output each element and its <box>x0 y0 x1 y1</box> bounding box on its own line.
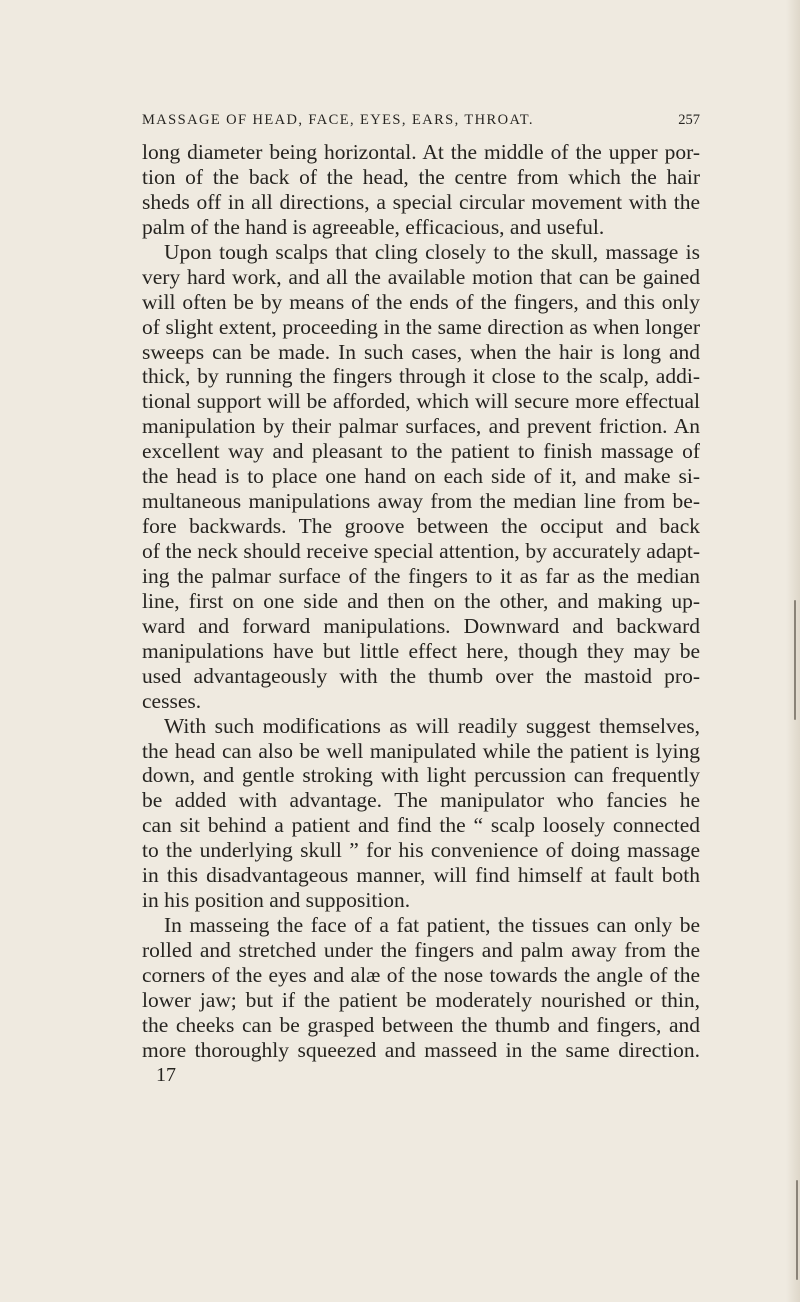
text-line: the head can also be well manipulated while the patient is lying <box>142 738 700 763</box>
text-line: of the neck should receive special attention, by accurately adapt- <box>142 539 700 563</box>
text-line: rolled and stretched under the fingers and palm away from the <box>142 938 700 962</box>
text-line: tion of the back of the head, the centre from which the hair <box>142 164 700 189</box>
text-line: multaneous manipulations away from the median line from be- <box>142 489 700 514</box>
text-line: sheds off in all directions, a special circular movement with the <box>142 189 700 214</box>
text-line: excellent way and pleasant to the patient to finish massage of <box>142 439 700 464</box>
text-line: In masseing the face of a fat patient, the tissues can only be <box>164 913 700 938</box>
text-line: cesses. <box>142 688 202 713</box>
scan-edge-mark <box>796 1180 798 1280</box>
text-line: will often be by means of the ends of the fingers, and this only <box>142 289 700 314</box>
page-number: 257 <box>678 112 700 128</box>
text-line: ward and forward manipulations. Downward and backward <box>142 613 700 638</box>
running-head <box>142 112 700 136</box>
signature-mark: 17 <box>156 1063 176 1086</box>
text-line: in his position and supposition. <box>142 888 411 913</box>
text-line: thick, by running the fingers through it close to the scalp, addi- <box>142 364 700 389</box>
text-line: long diameter being horizontal. At the middle of the upper por- <box>142 140 700 164</box>
text-line: corners of the eyes and alæ of the nose towards the angle of the <box>142 962 700 987</box>
text-line: the head is to place one hand on each side of it, and make si- <box>142 464 700 489</box>
text-line: manipulation by their palmar surfaces, and prevent friction. An <box>142 414 700 439</box>
text-line: of slight extent, proceeding in the same direction as when longer <box>142 314 700 339</box>
text-line: can sit behind a patient and find the “ scalp loosely connected <box>142 813 700 838</box>
text-line: very hard work, and all the available motion that can be gained <box>142 264 700 289</box>
text-line: the cheeks can be grasped between the thumb and fingers, and <box>142 1012 700 1037</box>
text-line: down, and gentle stroking with light percussion can frequently <box>142 763 700 788</box>
text-line: be added with advantage. The manipulator who fancies he <box>142 788 700 813</box>
text-line: more thoroughly squeezed and masseed in the same direction. <box>142 1037 700 1062</box>
running-title: MASSAGE OF HEAD, FACE, EYES, EARS, THROAT. <box>142 112 534 128</box>
text-line: With such modifications as will readily suggest themselves, <box>164 713 700 738</box>
body-text <box>142 140 700 1088</box>
scan-edge-mark <box>794 600 796 720</box>
text-line: to the underlying skull ” for his convenience of doing massage <box>142 838 700 863</box>
text-line: manipulations have but little effect here, though they may be <box>142 638 700 663</box>
text-line: fore backwards. The groove between the occiput and back <box>142 514 700 539</box>
text-line: Upon tough scalps that cling closely to the skull, massage is <box>164 239 700 264</box>
text-line: in this disadvantageous manner, will find himself at fault both <box>142 863 700 888</box>
text-line: ing the palmar surface of the fingers to it as far as the median <box>142 563 700 588</box>
text-line: sweeps can be made. In such cases, when the hair is long and <box>142 339 700 364</box>
text-line: tional support will be afforded, which will secure more effectual <box>142 389 700 414</box>
text-line: used advantageously with the thumb over the mastoid pro- <box>142 663 700 688</box>
page-edge-shadow <box>786 0 800 1302</box>
text-line: line, first on one side and then on the other, and making up- <box>142 588 700 613</box>
text-line: lower jaw; but if the patient be moderately nourished or thin, <box>142 987 700 1012</box>
text-line: palm of the hand is agreeable, efficacious, and useful. <box>142 214 605 239</box>
